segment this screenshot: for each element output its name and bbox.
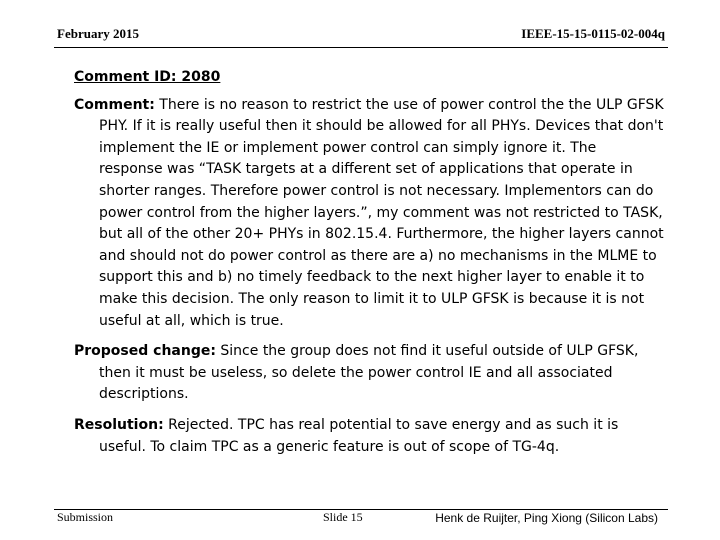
proposed-change-text: Since the group does not find it useful outside of ULP GFSK, then it must be useless, so delete the power control IE and all associated descriptions. bbox=[99, 343, 639, 403]
footer-authors: Henk de Ruijter, Ping Xiong (Silicon Labs) bbox=[435, 511, 658, 525]
header-date: February 2015 bbox=[57, 26, 139, 41]
comment-text: There is no reason to restrict the use of power control the the ULP GFSK PHY. If it is really useful then it should be allowed for all PHYs. Devices that don't implement the IE or implement power control can simply ignore it. The response was “TASK targets at a different set of applications that operate in shorter ranges. Therefore power control is not necessary. Implementors can do power control from the higher layers.”, my comment was not restricted to TASK, but all of the other 20+ PHYs in 802.15.4. Furthermore, the higher layers cannot and should not do power control as there are a) no mechanisms in the MLME to support this and b) no timely feedback to the next higher layer to enable it to make this decision. The only reason to limit it to ULP GFSK is because it is not useful at all, which is true. bbox=[99, 96, 664, 329]
resolution-label: Resolution: bbox=[74, 416, 164, 433]
comment-paragraph bbox=[74, 95, 664, 333]
header-doc-id: IEEE-15-15-0115-02-004q bbox=[521, 26, 665, 41]
comment-id: Comment ID: 2080 bbox=[74, 69, 221, 85]
resolution-text: Rejected. TPC has real potential to save energy and as such it is useful. To claim TPC as a generic feature is out of scope of TG-4q. bbox=[99, 416, 619, 455]
proposed-change-paragraph bbox=[74, 341, 664, 406]
footer-slide-number: Slide 15 bbox=[323, 510, 363, 524]
header-divider bbox=[54, 47, 668, 48]
proposed-change-label: Proposed change: bbox=[74, 343, 216, 360]
resolution-paragraph bbox=[74, 415, 664, 458]
comment-label: Comment: bbox=[74, 96, 155, 113]
slide-body bbox=[74, 67, 664, 467]
footer-submission: Submission bbox=[57, 510, 114, 524]
